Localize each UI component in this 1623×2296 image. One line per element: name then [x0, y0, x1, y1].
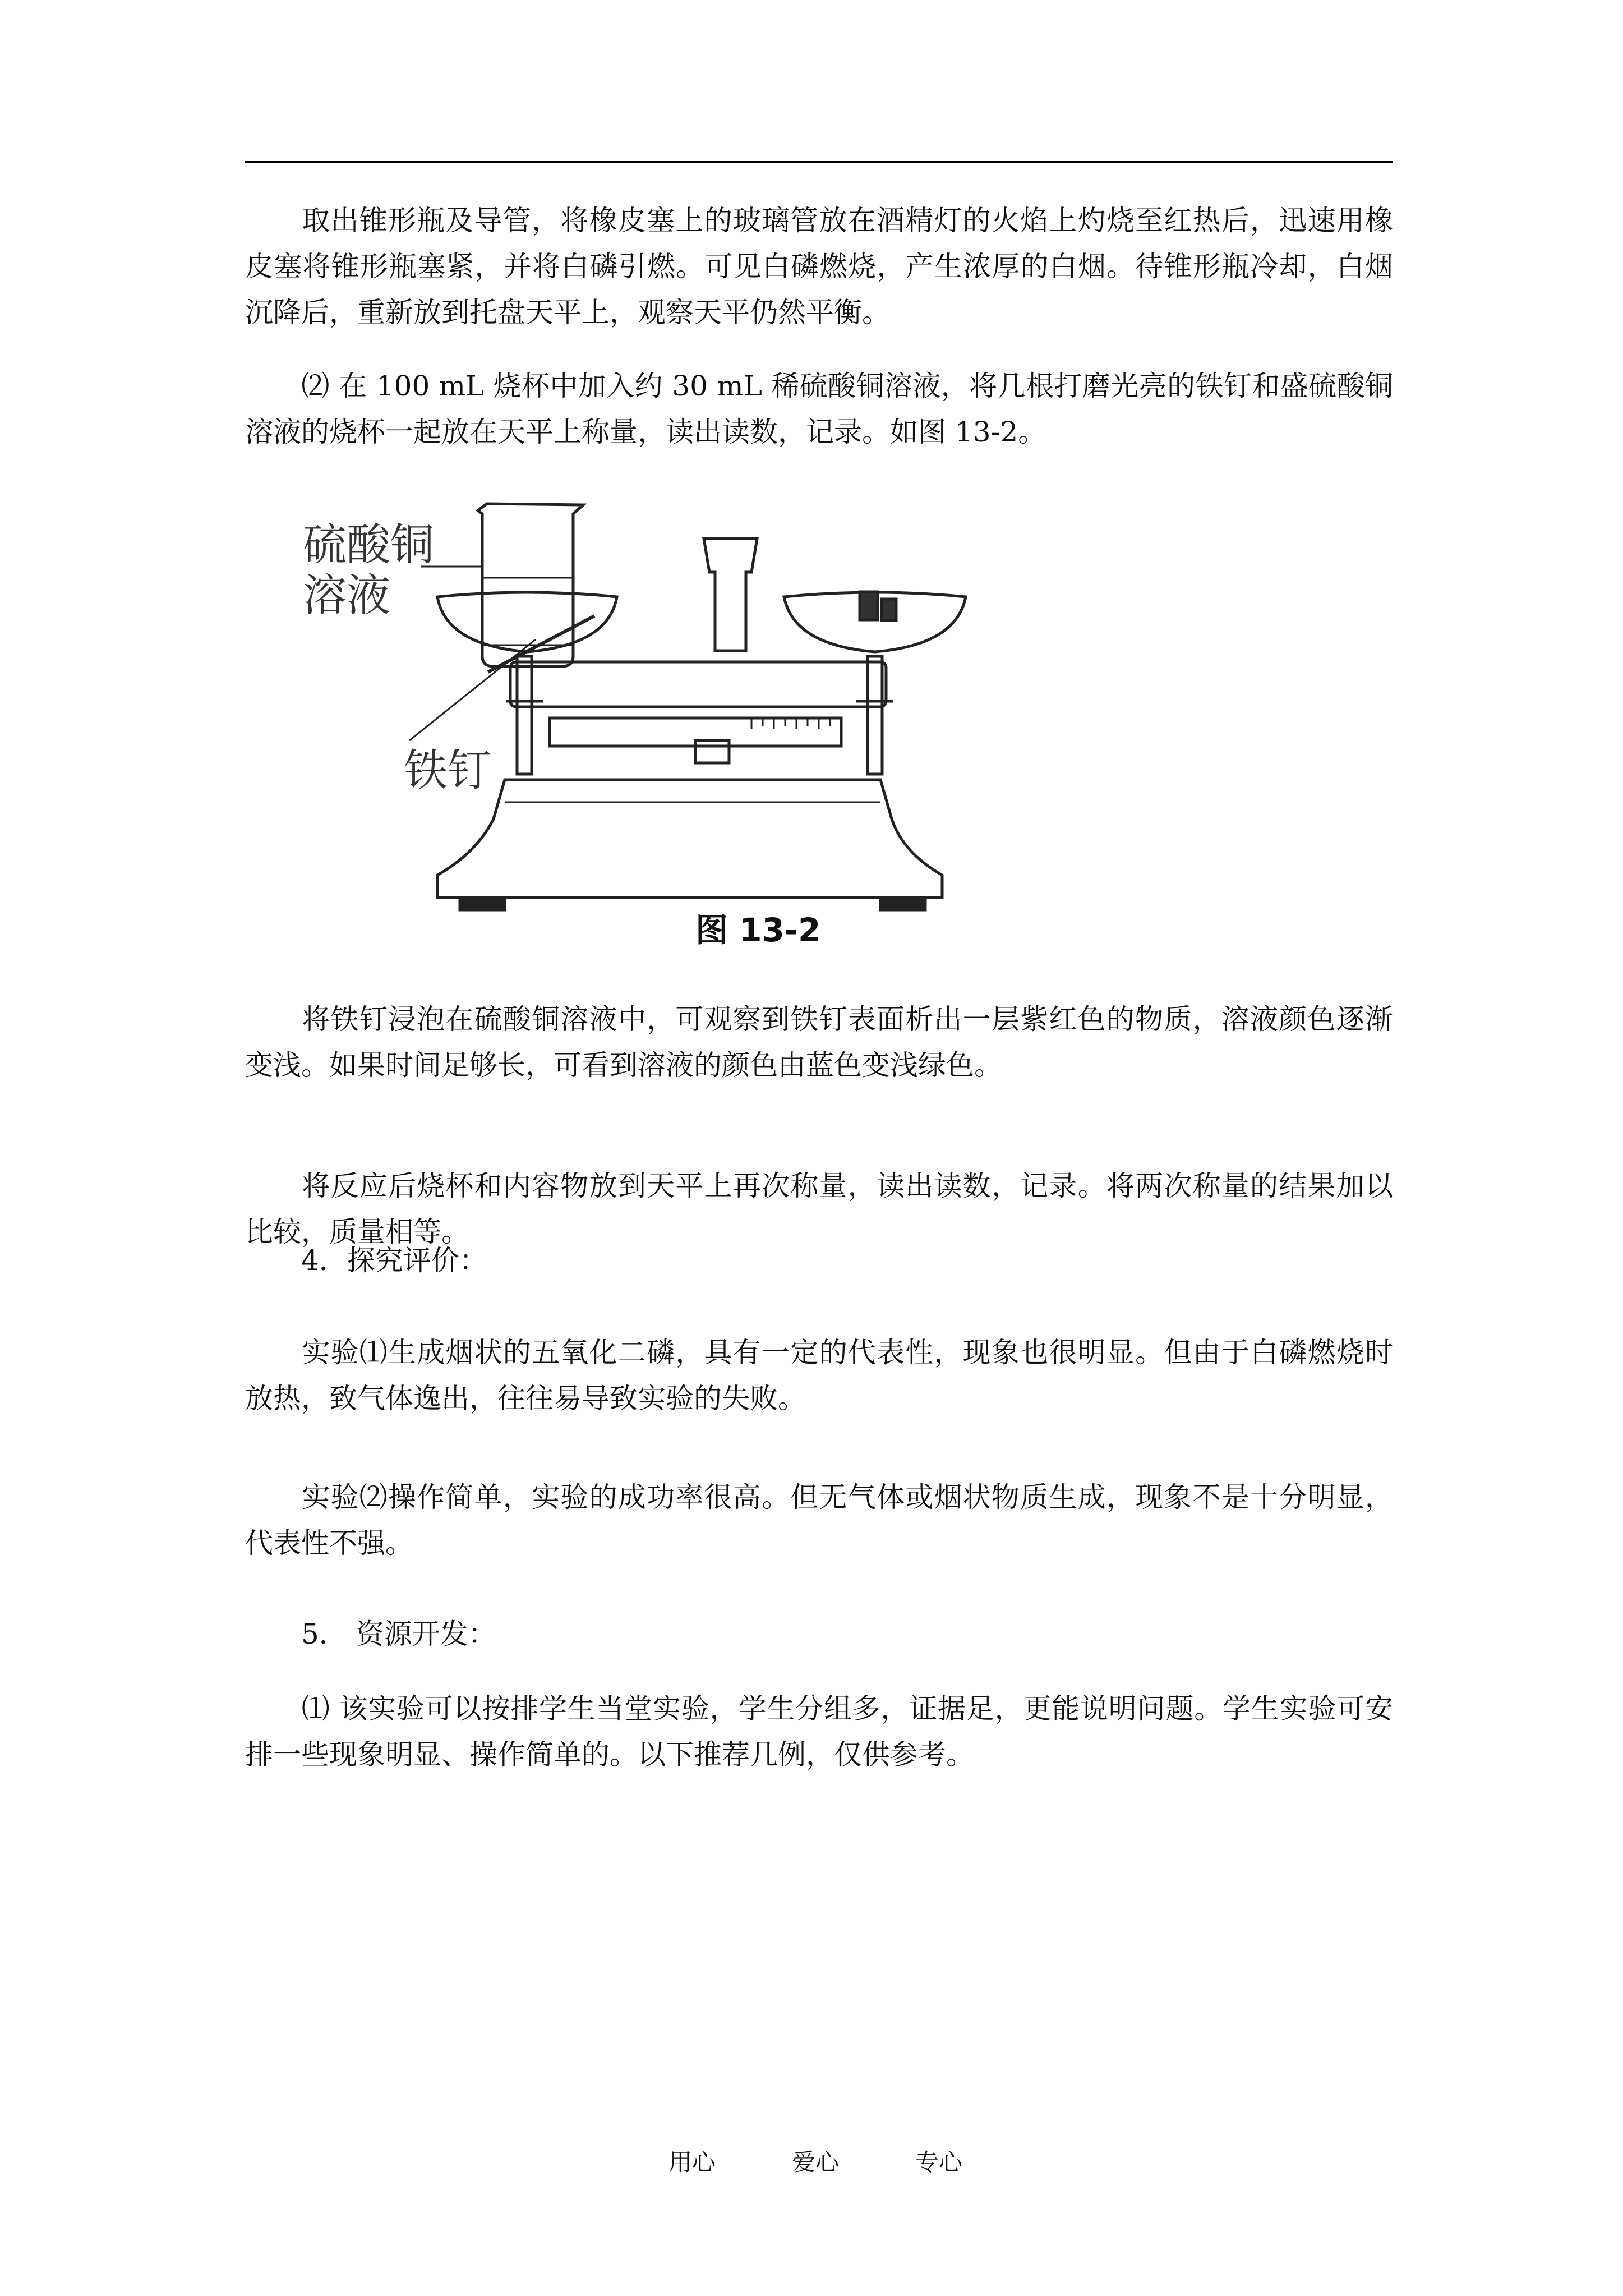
paragraph-6: 实验⑵操作简单，实验的成功率很高。但无气体或烟状物质生成，现象不是十分明显，代表性不强。: [245, 1481, 1393, 1559]
section-4-heading: 4．探究评价：: [301, 1244, 487, 1277]
right-pan-post: [868, 656, 882, 774]
balance-base: [437, 780, 942, 898]
zero-adjust-knob: [695, 740, 729, 763]
label-solution: 溶液: [303, 570, 391, 621]
weight-small: [882, 599, 896, 620]
paragraph-4: 将反应后烧杯和内容物放到天平上再次称量，读出读数，记录。将两次称量的结果加以比较，质量相等。: [245, 1170, 1393, 1248]
left-pan: [437, 592, 617, 652]
paragraph-2: ⑵ 在 100 mL 烧杯中加入约 30 mL 稀硫酸铜溶液，将几根打磨光亮的铁钉和盛硫酸铜溶液的烧杯一起放在天平上称量，读出读数，记录。如图 13-2。: [245, 370, 1393, 448]
label-iron-nail: 铁钉: [404, 746, 492, 796]
weight-large: [860, 592, 878, 620]
figure-balance: [303, 488, 987, 959]
footer-text-2: 爱心: [792, 2148, 840, 2176]
footer-text-1: 用心: [668, 2148, 716, 2176]
footer-text-3: 专心: [915, 2148, 963, 2176]
pointer-column: [704, 539, 757, 651]
paragraph-1: 取出锥形瓶及导管，将橡皮塞上的玻璃管放在酒精灯的火焰上灼烧至红热后，迅速用橡皮塞将锥形瓶塞紧，并将白磷引燃。可见白磷燃烧，产生浓厚的白烟。待锥形瓶冷却，白烟沉降后，重新放到托盘天平上，观察天平仍然平衡。: [245, 204, 1393, 329]
header-rule: [245, 161, 1393, 163]
paragraph-5: 实验⑴生成烟状的五氧化二磷，具有一定的代表性，现象也很明显。但由于白磷燃烧时放热，致气体逸出，往往易导致实验的失败。: [245, 1336, 1393, 1415]
beaker-outline: [478, 504, 583, 666]
label-copper-sulfate: 硫酸铜: [303, 520, 435, 570]
balance-beam: [510, 662, 886, 707]
section-5-heading: 5． 资源开发：: [301, 1618, 496, 1650]
figure-caption: 图 13-2: [695, 911, 821, 949]
left-pan-post: [517, 656, 532, 774]
paragraph-7: ⑴ 该实验可以按排学生当堂实验，学生分组多，证据足，更能说明问题。学生实验可安排一些现象明显、操作简单的。以下推荐几例，仅供参考。: [245, 1692, 1393, 1771]
iron-nail: [488, 616, 594, 672]
balance-illustration: [303, 488, 987, 959]
paragraph-3: 将铁钉浸泡在硫酸铜溶液中，可观察到铁钉表面析出一层紫红色的物质，溶液颜色逐渐变浅。如果时间足够长，可看到溶液的颜色由蓝色变浅绿色。: [245, 1003, 1393, 1082]
